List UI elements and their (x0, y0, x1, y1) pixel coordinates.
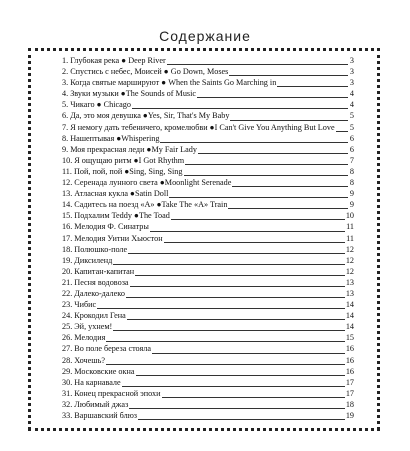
toc-entry (62, 166, 354, 177)
toc-entry (62, 310, 354, 321)
toc-entry-title: 33. Варшавский блюз (62, 411, 138, 420)
toc-entry-title: 31. Конец прекрасной эпохи (62, 388, 161, 398)
toc-entry (62, 99, 354, 110)
toc-entry-title: 20. Капитан-капитан (62, 266, 135, 276)
toc-page-number: 13 (345, 288, 354, 298)
toc-entry (62, 410, 354, 421)
toc-entry-title: 3. Когда святые маршируют ● When the Saints Go Marching in (62, 78, 277, 88)
toc-entry-title: 26. Мелодия (62, 333, 106, 343)
toc-entry-title: 15. Подхалим Teddy ●The Toad (62, 211, 170, 221)
toc-entry-title: 32. Любимый джаз (62, 399, 129, 409)
toc-entry (62, 155, 354, 166)
toc-entry (62, 332, 354, 343)
toc-entry-title: 21. Песня водовоза (62, 277, 129, 287)
toc-entry-title: 4. Звуки музыки ●The Sounds of Music (62, 89, 197, 99)
toc-leader-line (62, 308, 348, 309)
toc-entry (62, 244, 354, 255)
toc-entry (62, 55, 354, 66)
toc-entry (62, 188, 354, 199)
toc-entry (62, 210, 354, 221)
toc-page-number: 3 (349, 78, 354, 88)
toc-page-number: 17 (345, 377, 354, 387)
toc-page-number: 6 (349, 144, 354, 154)
toc-entry (62, 277, 354, 288)
toc-entry (62, 399, 354, 410)
toc-entry (62, 288, 354, 299)
toc-entry (62, 88, 354, 99)
dotted-border-top (28, 48, 380, 51)
toc-page-number: 19 (345, 411, 354, 420)
toc-page-number: 3 (349, 67, 354, 77)
toc-entry-title: 29. Московские окна (62, 366, 135, 376)
toc-entry-title: 5. Чикаго ● Chicago (62, 100, 131, 110)
toc-page-number: 12 (345, 244, 354, 254)
toc-entry-title: 9. Моя прекрасная леди ●My Fair Lady (62, 144, 197, 154)
toc-entry-title: 16. Мелодия Ф. Синатры (62, 222, 149, 232)
toc-page-number: 6 (349, 133, 354, 143)
toc-entry-title: 18. Полюшко-поле (62, 244, 128, 254)
toc-entry-title: 25. Эй, ухнем! (62, 322, 113, 332)
toc-page-number: 15 (345, 333, 354, 343)
toc-page-number: 5 (349, 111, 354, 121)
toc-page-number: 17 (345, 388, 354, 398)
toc-page-number: 13 (345, 277, 354, 287)
toc-entry (62, 122, 354, 133)
toc-entry-title: 10. Я ощущаю ритм ●I Got Rhythm (62, 155, 185, 165)
toc-entry-title: 24. Крокодил Гена (62, 311, 126, 321)
toc-entry-title: 12. Серенада лунного света ●Moonlight Serenade (62, 178, 232, 188)
toc-entry (62, 66, 354, 77)
toc-page-number: 16 (345, 355, 354, 365)
toc-page-number: 14 (345, 322, 354, 332)
toc-entry (62, 233, 354, 244)
toc-page-number: 12 (345, 255, 354, 265)
toc-entry (62, 133, 354, 144)
page-title: Содержание (159, 28, 251, 44)
toc-entry (62, 377, 354, 388)
toc-page-number: 5 (349, 122, 354, 132)
toc-entry-title: 14. Садитесь на поезд «A» ●Take The «A» Train (62, 200, 228, 210)
toc-entry-title: 19. Диксиленд (62, 255, 113, 265)
dotted-border-right (377, 48, 380, 430)
toc-entry-title: 2. Спустись с небес, Моисей ● Go Down, Moses (62, 67, 229, 77)
toc-entry-title: 28. Хочешь? (62, 355, 105, 365)
toc-page-number: 8 (349, 166, 354, 176)
toc-entry (62, 343, 354, 354)
toc-entry-title: 23. Чибис (62, 300, 97, 310)
toc-entry-title: 27. Во поле береза стояла (62, 344, 151, 354)
dotted-border-bottom (28, 428, 380, 431)
toc-entry (62, 355, 354, 366)
toc-entry (62, 299, 354, 310)
toc-page-number: 4 (349, 100, 354, 110)
toc-entry (62, 77, 354, 88)
toc-entry (62, 321, 354, 332)
toc-entry (62, 177, 354, 188)
toc-page-number: 3 (349, 56, 354, 65)
toc-page-number: 8 (349, 178, 354, 188)
toc-entry (62, 366, 354, 377)
toc-page-number: 11 (346, 233, 354, 243)
toc-page-number: 16 (345, 344, 354, 354)
toc-page-number: 9 (349, 200, 354, 210)
toc-entry (62, 255, 354, 266)
toc-entry-title: 17. Мелодия Уитни Хьюстон (62, 233, 163, 243)
toc-page-number: 14 (345, 300, 354, 310)
toc-page-number: 18 (345, 399, 354, 409)
toc-entry-title: 7. Я немогу дать тебеничего, кромелюбви ●I Can't Give You Anything But Love (62, 122, 335, 132)
toc-entry-title: 8. Нашептывая ●Whispering (62, 133, 160, 143)
toc-entry (62, 221, 354, 232)
toc-page-number: 9 (349, 189, 354, 199)
toc-entry-title: 1. Глубокая река ● Deep River (62, 56, 166, 65)
toc-page-number: 4 (349, 89, 354, 99)
toc-page-number: 7 (349, 155, 354, 165)
toc-entry-title: 22. Далеко-далеко (62, 288, 125, 298)
toc-entry-title: 13. Атласная кукла ●Satin Doll (62, 189, 169, 199)
toc-entry-title: 6. Да, это моя девушка ●Yes, Sir, That's My Baby (62, 111, 230, 121)
toc-entry (62, 110, 354, 121)
toc-page-number: 14 (345, 311, 354, 321)
toc-entry (62, 144, 354, 155)
toc-entry-title: 11. Пой, пой, пой ●Sing, Sing, Sing (62, 166, 183, 176)
toc-entry (62, 199, 354, 210)
toc-page-number: 16 (345, 366, 354, 376)
toc-page-number: 10 (345, 211, 354, 221)
table-of-contents (62, 55, 354, 421)
toc-entry (62, 388, 354, 399)
dotted-border-left (28, 48, 31, 430)
toc-page-number: 12 (345, 266, 354, 276)
toc-entry (62, 266, 354, 277)
toc-page-number: 11 (346, 222, 354, 232)
toc-entry-title: 30. На карнавале (62, 377, 121, 387)
